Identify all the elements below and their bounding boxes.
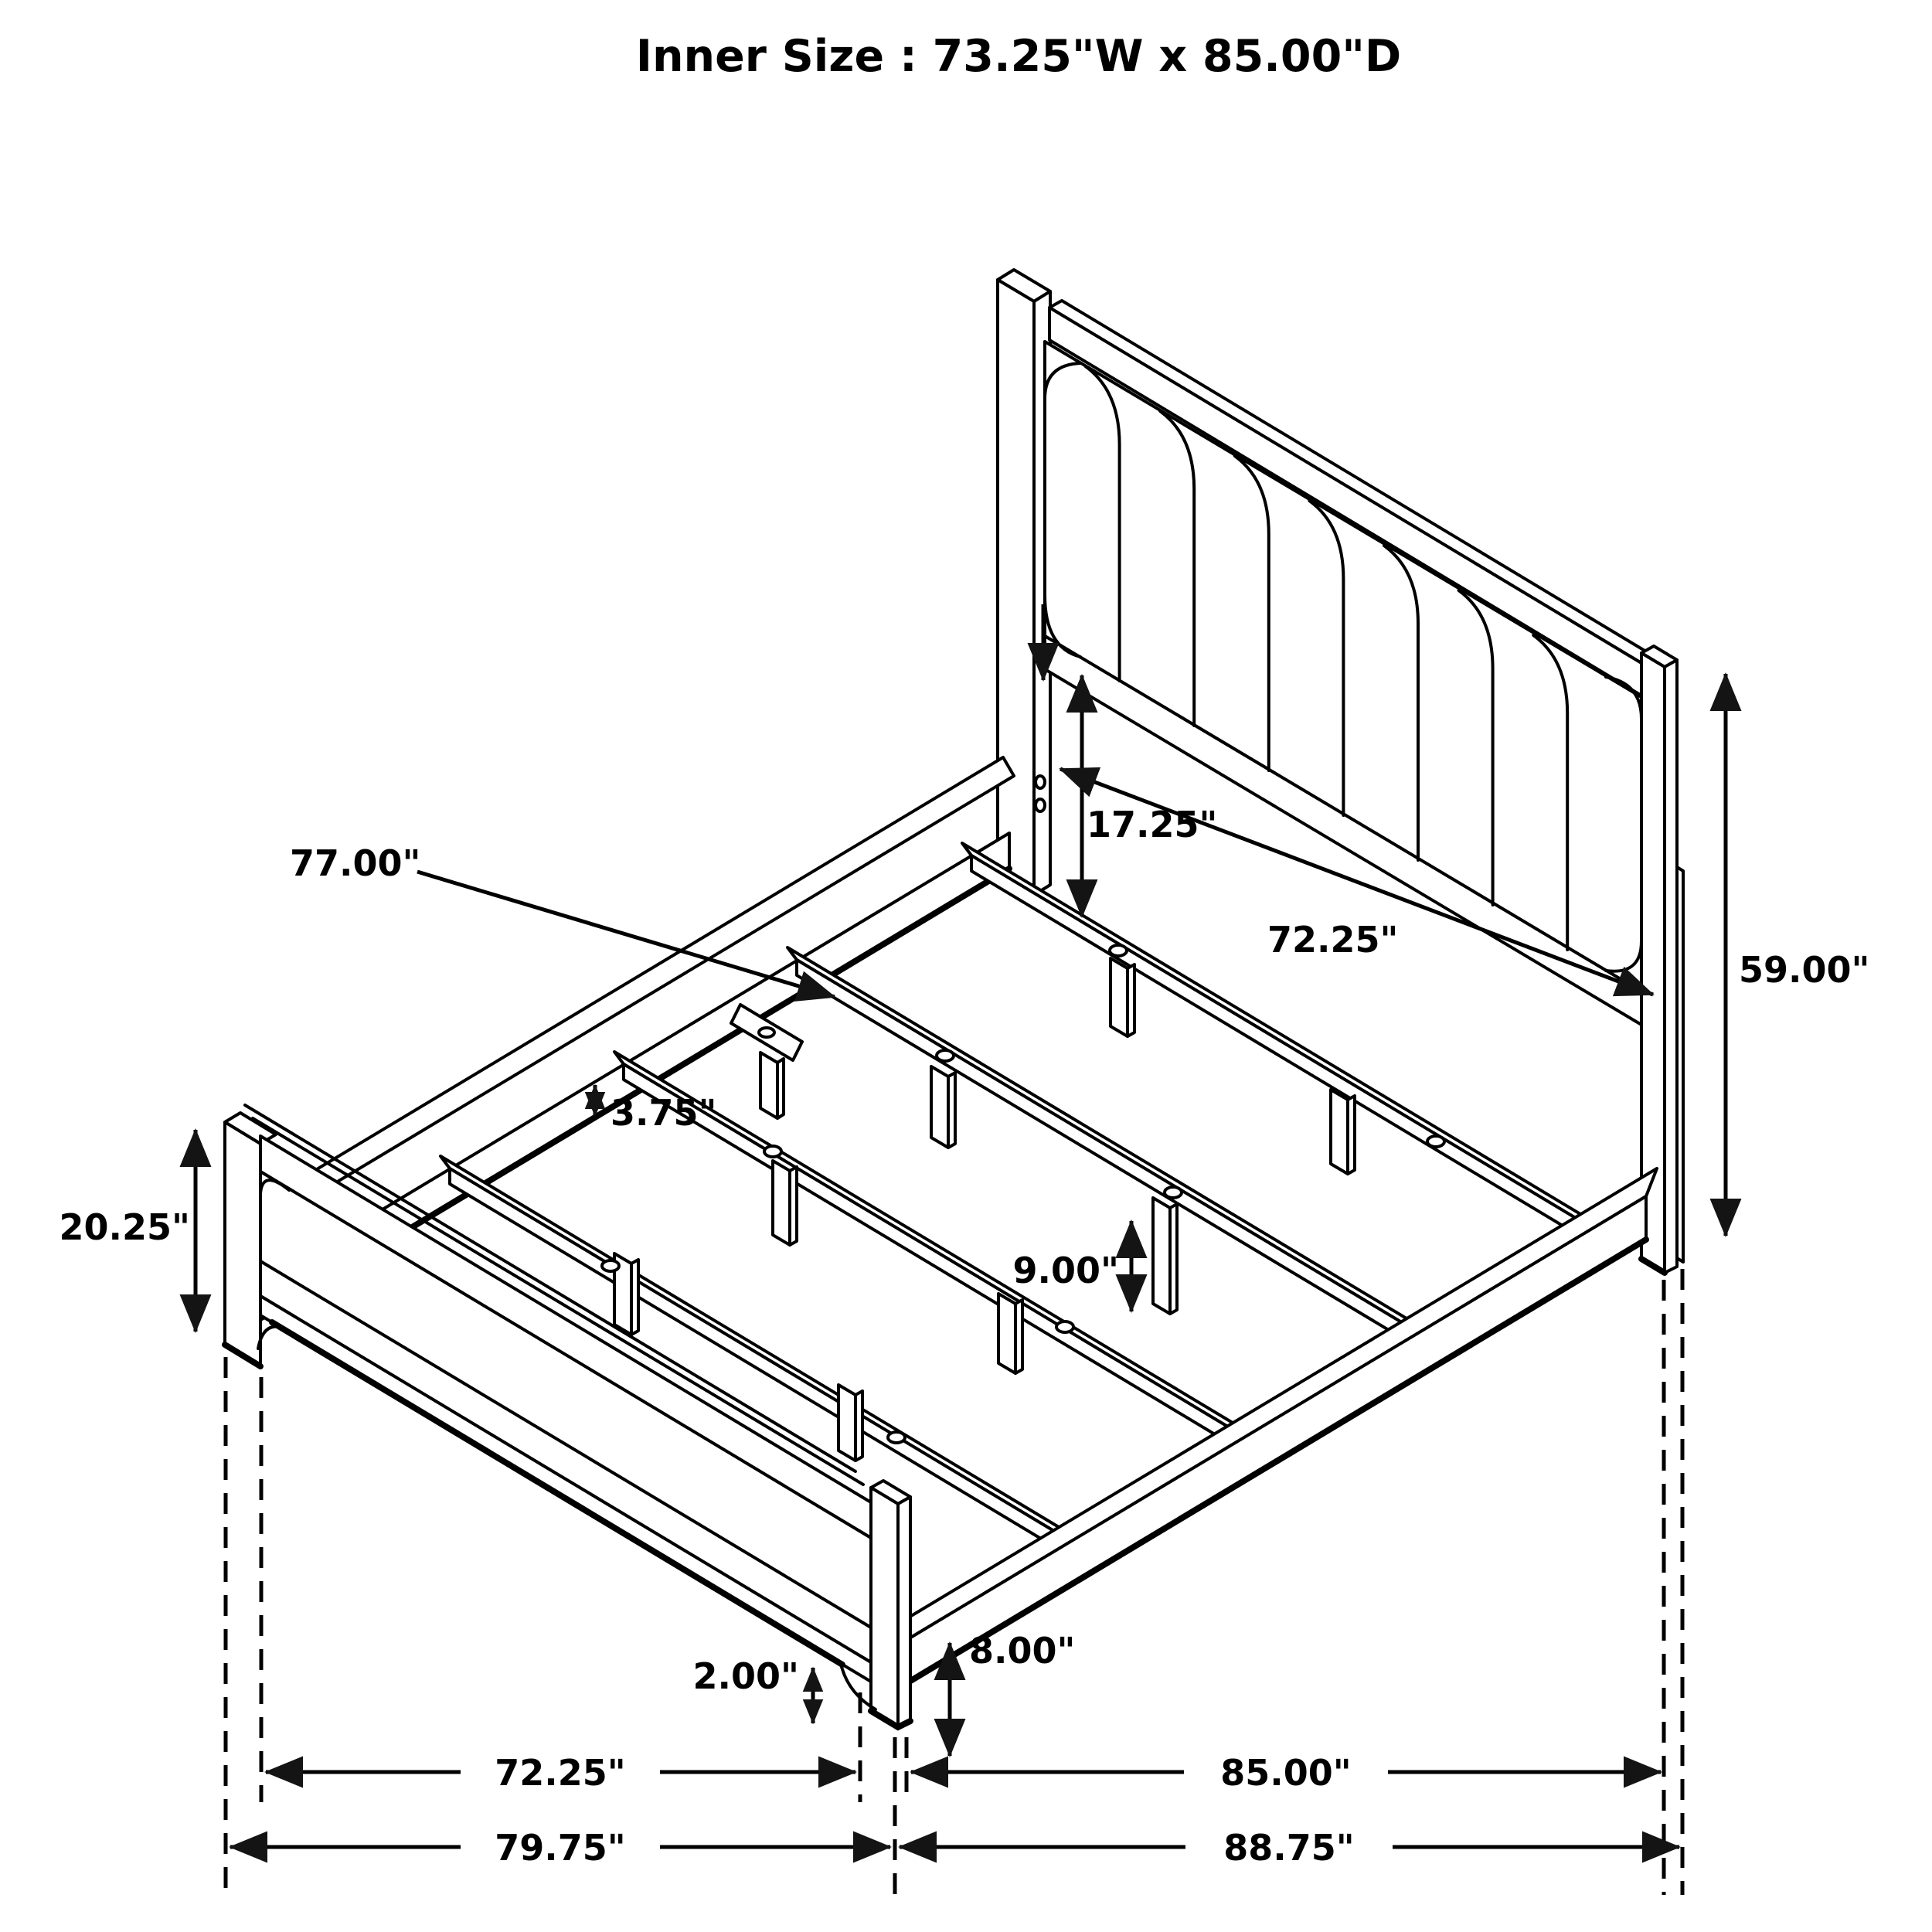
drawing-line (1153, 1198, 1170, 1314)
post-screw-hole (1036, 799, 1045, 811)
dim-label: 72.25" (1267, 919, 1399, 961)
bracket-hole (759, 1028, 774, 1037)
drawing-line (855, 1391, 862, 1461)
leader-line (417, 872, 835, 997)
drawing-line (888, 1432, 905, 1443)
rail-front-face (889, 1196, 1646, 1694)
drawing-line (838, 1385, 855, 1461)
dim-label: 85.00" (1220, 1752, 1352, 1794)
footboard (225, 1105, 910, 1727)
headboard-left-post-front (998, 280, 1034, 895)
drawing-line (1427, 1136, 1444, 1147)
drawing-line (931, 1066, 948, 1148)
drawing-line (1348, 1096, 1355, 1174)
drawing-line (1111, 958, 1128, 1036)
dim-headboard-height (1726, 674, 1869, 1236)
drawing-line (937, 1050, 954, 1061)
dim-slat-leg-height (1013, 1221, 1131, 1311)
dim-label: 88.75" (1223, 1827, 1355, 1869)
drawing-line (1110, 945, 1127, 956)
headboard-right-post-side (1665, 660, 1677, 1273)
dim-label: 2.00" (692, 1655, 799, 1697)
dim-footboard-floor-gap (693, 1655, 813, 1723)
drawing-line (1056, 1321, 1073, 1332)
drawing-line (764, 1146, 781, 1157)
footboard-left-post-front (225, 1122, 260, 1366)
drawing-line (1128, 964, 1134, 1036)
dim-label: 8.00" (969, 1630, 1076, 1672)
footboard-right-post-side (898, 1497, 910, 1727)
dim-footboard-inner-width (266, 1743, 855, 1798)
rail-top-band (255, 757, 1014, 1231)
drawing-line (790, 1167, 797, 1245)
dim-footboard-height (60, 1130, 196, 1332)
dim-label: 72.25" (495, 1752, 626, 1794)
drawing-line (1165, 1187, 1182, 1198)
drawing-line (948, 1073, 955, 1148)
dim-label: 3.75" (611, 1092, 717, 1134)
page-title: Inner Size : 73.25"W x 85.00"D (635, 31, 1402, 82)
drawing-line (1170, 1204, 1177, 1314)
headboard-mount-plate (1677, 867, 1683, 1262)
post-screw-hole (1036, 776, 1045, 788)
rail-support-leg (760, 1053, 777, 1118)
dim-overall-depth (900, 1818, 1679, 1872)
dim-rail-thickness (595, 1085, 716, 1134)
drawing-line (1331, 1090, 1348, 1174)
dim-under-rail-clearance (950, 1630, 1075, 1756)
footboard-right-post-front (871, 1488, 898, 1727)
dim-inner-depth (911, 1743, 1661, 1798)
drawing-line (773, 1161, 790, 1245)
dim-label: 59.00" (1739, 949, 1870, 991)
dim-label: 17.25" (1087, 804, 1218, 845)
drawing-line (998, 1294, 1015, 1373)
drawing-line (602, 1260, 619, 1271)
drawing-line (631, 1260, 638, 1335)
dim-label: 77.00" (290, 842, 421, 884)
drawing-line (1015, 1300, 1022, 1373)
rail-support-leg-side (777, 1059, 784, 1118)
dim-label: 20.25" (59, 1206, 190, 1248)
dim-label: 79.75" (495, 1827, 626, 1869)
dim-overall-width (230, 1818, 890, 1872)
dim-label: 9.00" (1012, 1250, 1119, 1291)
